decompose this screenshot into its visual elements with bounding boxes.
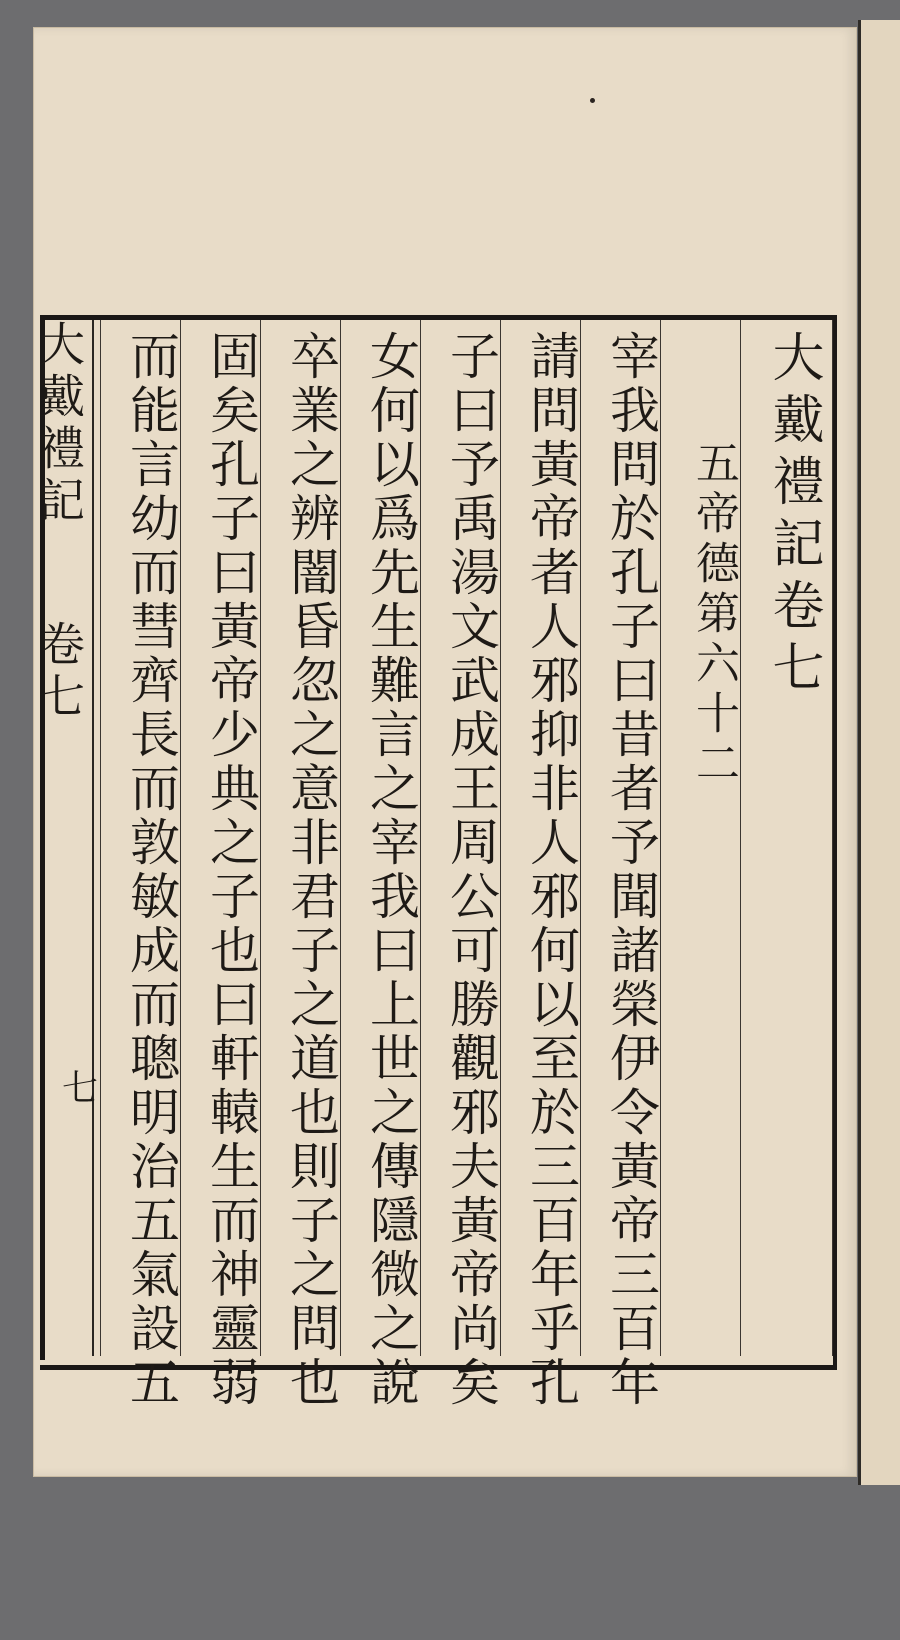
text-column: 卒業之辨闇昏忽之意非君子之道也則子之問也 — [282, 330, 340, 1410]
chapter-heading: 五帝德第六十二 — [688, 440, 739, 790]
folio-number: 七 — [62, 1068, 99, 1109]
text-column: 宰我問於孔子曰昔者予聞諸榮伊令黃帝三百年 — [602, 330, 660, 1410]
text-column: 而能言幼而彗齊長而敦敏成而聰明治五氣設五 — [122, 330, 180, 1410]
margin-book-title: 大戴禮記 — [32, 320, 86, 528]
text-column: 固矣孔子曰黃帝少典之子也曰軒轅生而神靈弱 — [202, 330, 260, 1410]
text-column: 子曰予禹湯文武成王周公可勝觀邪夫黃帝尚矣 — [442, 330, 500, 1410]
column-rule — [100, 320, 101, 1356]
margin-volume: 卷七 — [32, 620, 86, 724]
ink-spot — [590, 98, 595, 103]
text-column: 女何以爲先生難言之宰我曰上世之傳隱微之說 — [362, 330, 420, 1410]
book-title: 大戴禮記卷七 — [763, 330, 823, 702]
text-column: 請問黃帝者人邪抑非人邪何以至於三百年乎孔 — [522, 330, 580, 1410]
